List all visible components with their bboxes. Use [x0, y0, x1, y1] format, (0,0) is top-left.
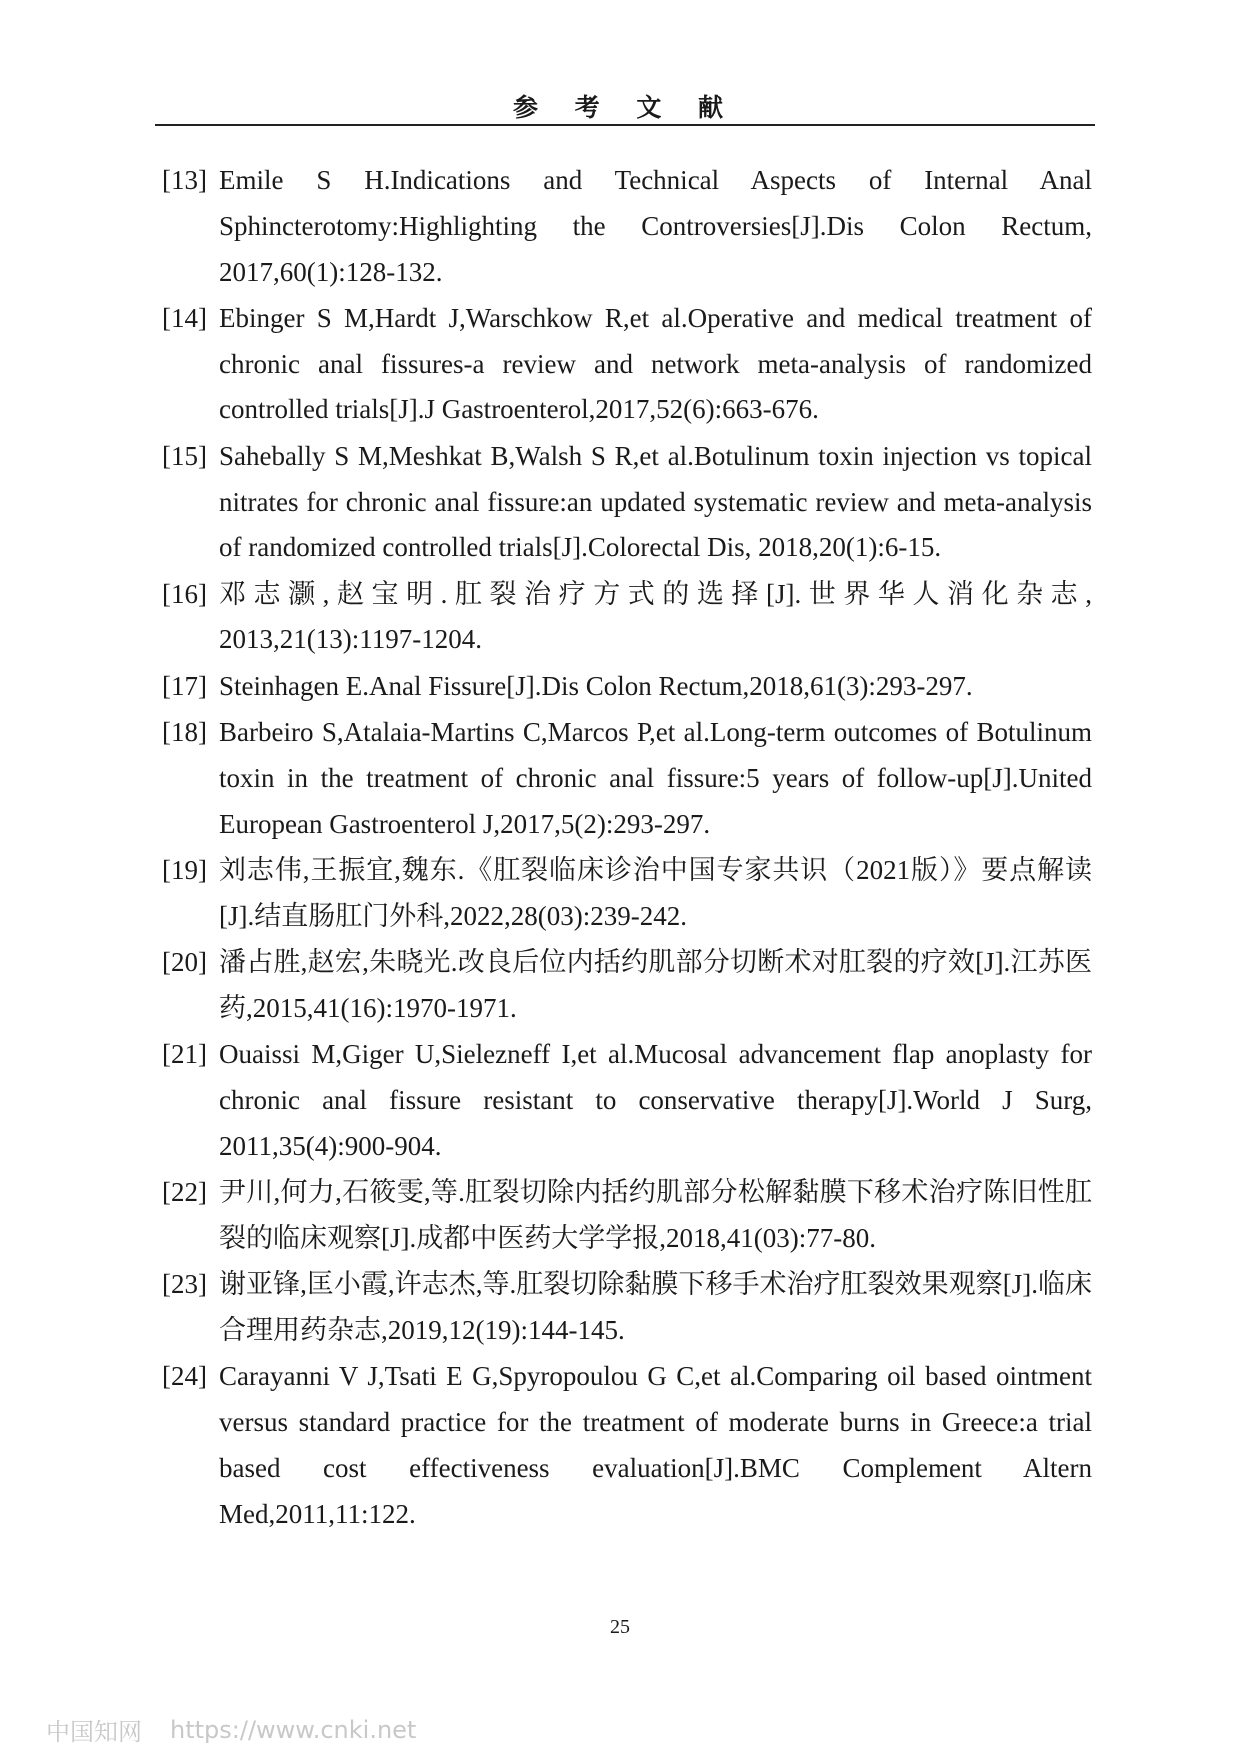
reference-number: [21] [162, 1039, 207, 1070]
reference-item [162, 1262, 1092, 1354]
watermark-brand: 中国知网 [46, 1718, 142, 1746]
reference-item [162, 1032, 1092, 1169]
reference-item [162, 1354, 1092, 1537]
cnki-watermark [46, 1712, 416, 1747]
page-number: 25 [610, 1616, 630, 1638]
reference-text: 尹川,何力,石筱雯,等.肛裂切除内括约肌部分松解黏膜下移术治疗陈旧性肛裂的临床观察[J].成都中医药大学学报,2018,41(03):77-80. [219, 1177, 1092, 1253]
reference-text: Barbeiro S,Atalaia-Martins C,Marcos P,et al.Long-term outcomes of Botulinum toxin in the treatment of chronic anal fissure:5 years of follow-up[J].United European Gastroenterol J,2017,5(2):293-297. [219, 717, 1092, 839]
reference-number: [15] [162, 440, 207, 471]
reference-number: [14] [162, 302, 207, 333]
reference-text: 刘志伟,王振宜,魏东.《肛裂临床诊治中国专家共识（2021版）》要点解读[J].结直肠肛门外科,2022,28(03):239-242. [219, 854, 1092, 931]
reference-number: [23] [162, 1269, 207, 1300]
reference-text: 谢亚锋,匡小霞,许志杰,等.肛裂切除黏膜下移手术治疗肛裂效果观察[J].临床合理用药杂志,2019,12(19):144-145. [219, 1269, 1092, 1345]
reference-text: Ouaissi M,Giger U,Sielezneff I,et al.Mucosal advancement flap anoplasty for chronic anal fissure resistant to conservative therapy[J].World J Surg, 2011,35(4):900-904. [219, 1039, 1092, 1161]
reference-number: [24] [162, 1361, 207, 1392]
reference-text: Carayanni V J,Tsati E G,Spyropoulou G C,et al.Comparing oil based ointment versus standard practice for the treatment of moderate burns in Greece:a trial based cost effectiveness evaluation[J].BMC Complement Altern Med,2011,11:122. [219, 1361, 1092, 1529]
reference-number: [19] [162, 854, 207, 885]
reference-number: [18] [162, 717, 207, 748]
reference-item [162, 434, 1092, 571]
page-title: 参 考 文 献 [512, 93, 738, 122]
reference-item [162, 296, 1092, 433]
reference-number: [22] [162, 1177, 207, 1208]
watermark-url: https://www.cnki.net [170, 1715, 417, 1744]
reference-item [162, 940, 1092, 1032]
reference-text: Ebinger S M,Hardt J,Warschkow R,et al.Operative and medical treatment of chronic anal fissures-a review and network meta-analysis of randomized controlled trials[J].J Gastroenterol,2017,52(6):663-676. [219, 302, 1092, 425]
reference-text: Sahebally S M,Meshkat B,Walsh S R,et al.Botulinum toxin injection vs topical nitrates for chronic anal fissure:an updated systematic review and meta-analysis of randomized controlled trials[J].Colorectal Dis, 2018,20(1):6-15. [219, 440, 1092, 563]
reference-text: Emile S H.Indications and Technical Aspects of Internal Anal Sphincterotomy:Highlighting the Controversies[J].Dis Colon Rectum, 2017,60(1):128-132. [219, 165, 1092, 287]
reference-text: 邓志灏,赵宝明.肛裂治疗方式的选择[J].世界华人消化杂志, 2013,21(13):1197-1204. [219, 578, 1092, 655]
reference-list [162, 158, 1092, 1538]
reference-number: [13] [162, 165, 207, 195]
reference-item [162, 710, 1092, 847]
reference-item [162, 572, 1092, 664]
reference-text: 潘占胜,赵宏,朱晓光.改良后位内括约肌部分切断术对肛裂的疗效[J].江苏医药,2015,41(16):1970-1971. [219, 947, 1092, 1023]
header-divider [155, 124, 1095, 126]
reference-number: [20] [162, 947, 207, 978]
reference-item [162, 1170, 1092, 1262]
reference-item [162, 158, 1092, 295]
reference-number: [17] [162, 670, 207, 701]
reference-number: [16] [162, 578, 207, 609]
reference-text: Steinhagen E.Anal Fissure[J].Dis Colon Rectum,2018,61(3):293-297. [219, 670, 973, 701]
reference-item [162, 848, 1092, 940]
reference-item [162, 664, 1092, 710]
